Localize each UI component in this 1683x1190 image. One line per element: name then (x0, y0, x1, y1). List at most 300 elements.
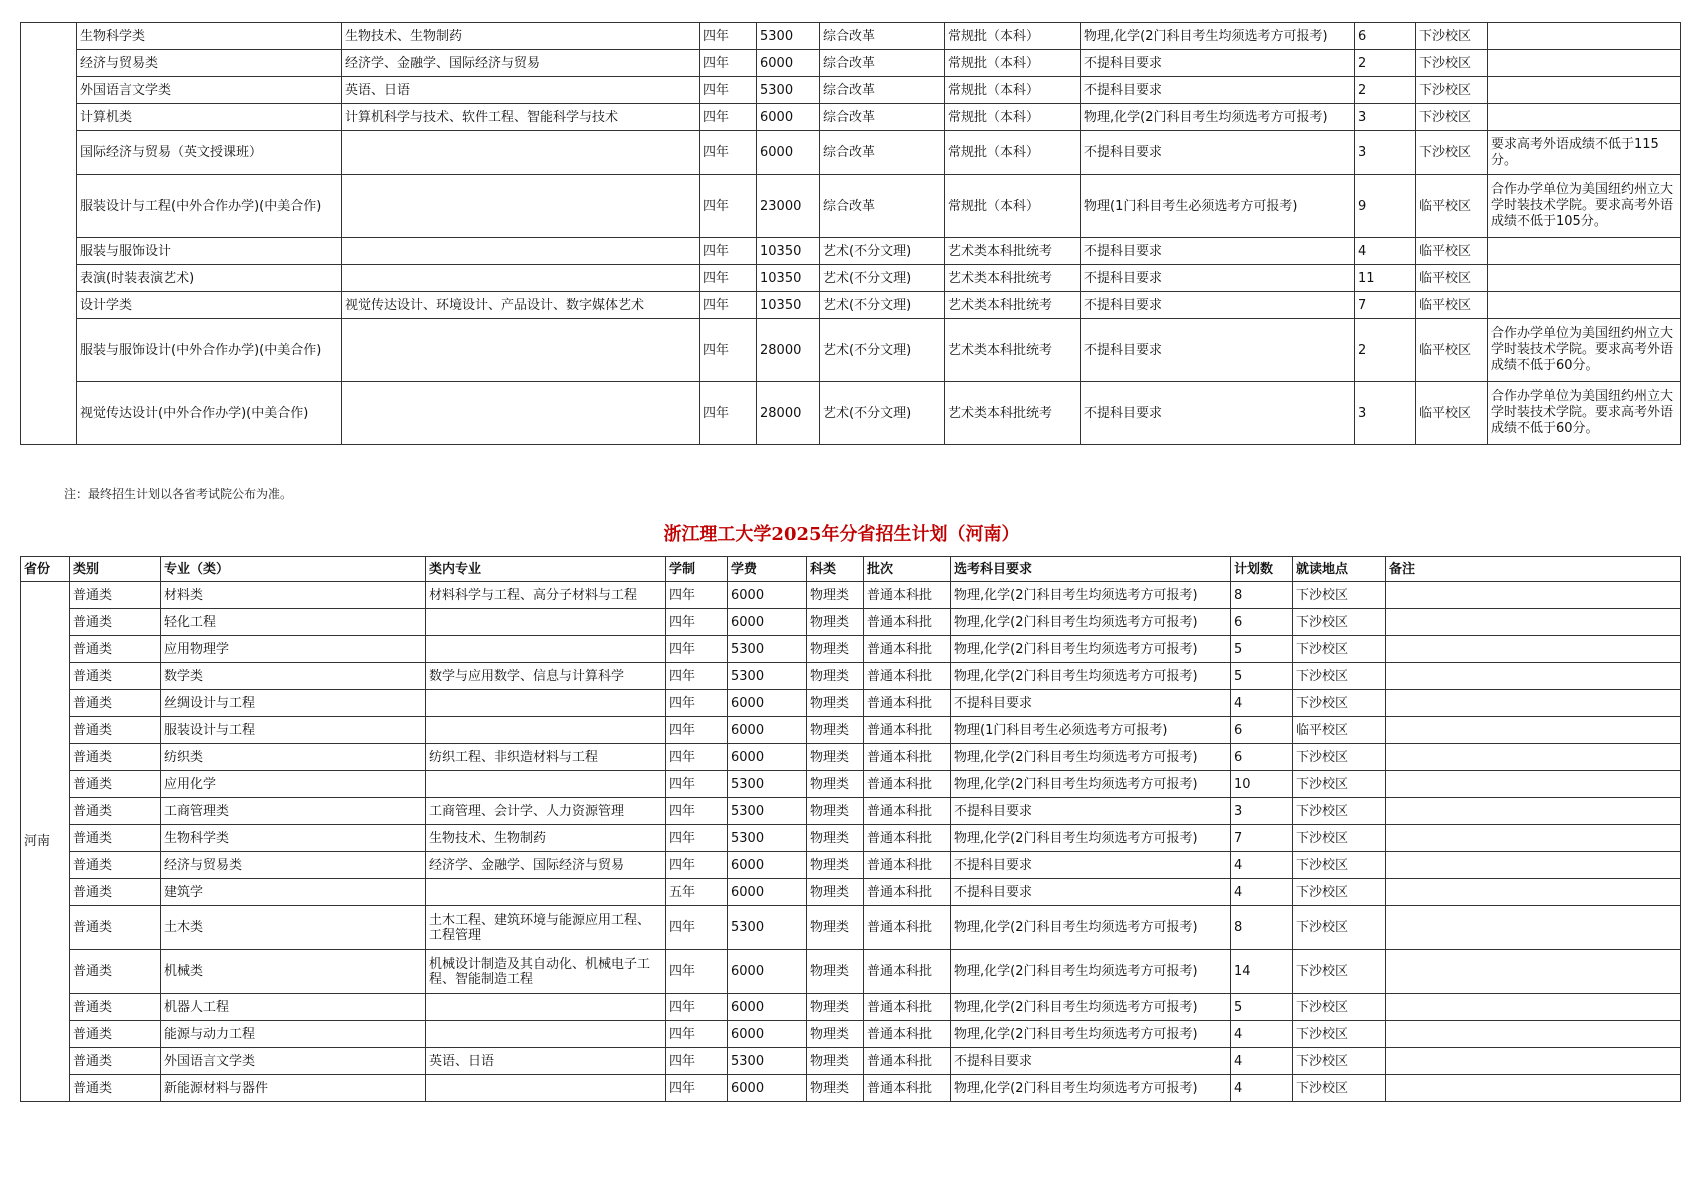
category-cell: 普通类 (70, 636, 161, 663)
header-fee: 学费 (728, 557, 807, 582)
major-cell: 外国语言文学类 (161, 1048, 426, 1075)
batch-cell: 普通本科批 (864, 771, 951, 798)
fee-cell: 6000 (728, 852, 807, 879)
note-cell (1386, 852, 1681, 879)
sub-major-cell (426, 690, 666, 717)
campus-cell: 下沙校区 (1293, 771, 1386, 798)
requirement-cell: 物理,化学(2门科目考生均须选考方可报考) (1081, 104, 1355, 131)
note-cell (1386, 582, 1681, 609)
category-cell: 普通类 (70, 663, 161, 690)
fee-cell: 10350 (757, 292, 820, 319)
batch-cell: 普通本科批 (864, 1075, 951, 1102)
campus-cell: 下沙校区 (1416, 104, 1488, 131)
sub-major-cell (426, 771, 666, 798)
requirement-cell: 物理(1门科目考生必须选考方可报考) (1081, 175, 1355, 238)
batch-cell: 普通本科批 (864, 950, 951, 994)
requirement-cell: 物理,化学(2门科目考生均须选考方可报考) (951, 609, 1231, 636)
major-cell: 视觉传达设计(中外合作办学)(中美合作) (77, 382, 342, 445)
sub-major-cell: 英语、日语 (426, 1048, 666, 1075)
years-cell: 四年 (700, 131, 757, 175)
subject-cell: 物理类 (807, 609, 864, 636)
table-row (21, 238, 1681, 265)
sub-major-cell (426, 636, 666, 663)
fee-cell: 5300 (728, 906, 807, 950)
years-cell: 四年 (700, 175, 757, 238)
subject-cell: 物理类 (807, 690, 864, 717)
category-cell: 普通类 (70, 1021, 161, 1048)
fee-cell: 6000 (757, 131, 820, 175)
campus-cell: 下沙校区 (1293, 636, 1386, 663)
years-cell: 四年 (700, 382, 757, 445)
sub-major-cell: 纺织工程、非织造材料与工程 (426, 744, 666, 771)
enrollment-table-previous (20, 22, 1681, 445)
subject-cell: 物理类 (807, 1075, 864, 1102)
sub-major-cell (342, 131, 700, 175)
fee-cell: 6000 (728, 879, 807, 906)
years-cell: 四年 (700, 77, 757, 104)
campus-cell: 下沙校区 (1293, 609, 1386, 636)
years-cell: 四年 (666, 690, 728, 717)
category-cell: 普通类 (70, 798, 161, 825)
fee-cell: 6000 (728, 717, 807, 744)
batch-cell: 常规批（本科） (945, 131, 1081, 175)
subject-cell: 物理类 (807, 663, 864, 690)
batch-cell: 艺术类本科批统考 (945, 265, 1081, 292)
note-cell (1386, 663, 1681, 690)
major-cell: 生物科学类 (77, 23, 342, 50)
fee-cell: 6000 (728, 950, 807, 994)
campus-cell: 下沙校区 (1416, 23, 1488, 50)
table-row (21, 906, 1681, 950)
campus-cell: 下沙校区 (1293, 744, 1386, 771)
subject-cell: 物理类 (807, 798, 864, 825)
fee-cell: 6000 (757, 50, 820, 77)
campus-cell: 下沙校区 (1293, 825, 1386, 852)
subject-cell: 艺术(不分文理) (820, 382, 945, 445)
fee-cell: 6000 (728, 609, 807, 636)
header-years: 学制 (666, 557, 728, 582)
campus-cell: 临平校区 (1416, 319, 1488, 382)
subject-cell: 综合改革 (820, 131, 945, 175)
note-cell (1386, 798, 1681, 825)
table-row (21, 717, 1681, 744)
sub-major-cell (342, 382, 700, 445)
campus-cell: 临平校区 (1416, 292, 1488, 319)
requirement-cell: 物理(1门科目考生必须选考方可报考) (951, 717, 1231, 744)
note-cell (1488, 23, 1681, 50)
campus-cell: 下沙校区 (1293, 906, 1386, 950)
sub-major-cell: 视觉传达设计、环境设计、产品设计、数字媒体艺术 (342, 292, 700, 319)
sub-major-cell: 经济学、金融学、国际经济与贸易 (426, 852, 666, 879)
major-cell: 外国语言文学类 (77, 77, 342, 104)
sub-major-cell: 土木工程、建筑环境与能源应用工程、工程管理 (426, 906, 666, 950)
section-title: 浙江理工大学2025年分省招生计划（河南） (663, 524, 1020, 545)
years-cell: 四年 (700, 104, 757, 131)
table-row (21, 23, 1681, 50)
years-cell: 四年 (666, 994, 728, 1021)
requirement-cell: 物理,化学(2门科目考生均须选考方可报考) (951, 825, 1231, 852)
category-cell: 普通类 (70, 950, 161, 994)
requirement-cell: 物理,化学(2门科目考生均须选考方可报考) (951, 1075, 1231, 1102)
major-cell: 新能源材料与器件 (161, 1075, 426, 1102)
subject-cell: 艺术(不分文理) (820, 319, 945, 382)
note-cell (1488, 292, 1681, 319)
table-row (21, 50, 1681, 77)
plan-cell: 6 (1231, 744, 1293, 771)
subject-cell: 艺术(不分文理) (820, 238, 945, 265)
table-row (21, 744, 1681, 771)
fee-cell: 6000 (728, 1021, 807, 1048)
requirement-cell: 不提科目要求 (1081, 265, 1355, 292)
campus-cell: 下沙校区 (1293, 994, 1386, 1021)
sub-major-cell: 机械设计制造及其自动化、机械电子工程、智能制造工程 (426, 950, 666, 994)
sub-major-cell (426, 609, 666, 636)
campus-cell: 下沙校区 (1293, 1075, 1386, 1102)
major-cell: 设计学类 (77, 292, 342, 319)
subject-cell: 综合改革 (820, 104, 945, 131)
campus-cell: 下沙校区 (1293, 798, 1386, 825)
plan-cell: 3 (1355, 131, 1416, 175)
campus-cell: 下沙校区 (1293, 690, 1386, 717)
table-row (21, 1021, 1681, 1048)
plan-cell: 4 (1355, 238, 1416, 265)
plan-cell: 3 (1355, 382, 1416, 445)
years-cell: 四年 (666, 798, 728, 825)
years-cell: 四年 (666, 744, 728, 771)
batch-cell: 普通本科批 (864, 1048, 951, 1075)
note-cell (1386, 609, 1681, 636)
fee-cell: 6000 (728, 744, 807, 771)
fee-cell: 6000 (757, 104, 820, 131)
campus-cell: 临平校区 (1416, 175, 1488, 238)
major-cell: 纺织类 (161, 744, 426, 771)
enrollment-table-henan (20, 556, 1681, 1102)
campus-cell: 临平校区 (1416, 382, 1488, 445)
plan-cell: 6 (1231, 609, 1293, 636)
major-cell: 土木类 (161, 906, 426, 950)
major-cell: 轻化工程 (161, 609, 426, 636)
years-cell: 四年 (700, 23, 757, 50)
plan-cell: 5 (1231, 636, 1293, 663)
batch-cell: 普通本科批 (864, 1021, 951, 1048)
campus-cell: 下沙校区 (1293, 1021, 1386, 1048)
requirement-cell: 物理,化学(2门科目考生均须选考方可报考) (951, 950, 1231, 994)
header-province: 省份 (21, 557, 70, 582)
table-row (21, 175, 1681, 238)
plan-cell: 10 (1231, 771, 1293, 798)
sub-major-cell: 工商管理、会计学、人力资源管理 (426, 798, 666, 825)
plan-cell: 6 (1355, 23, 1416, 50)
table-row (21, 852, 1681, 879)
major-cell: 机器人工程 (161, 994, 426, 1021)
years-cell: 四年 (666, 771, 728, 798)
major-cell: 服装与服饰设计(中外合作办学)(中美合作) (77, 319, 342, 382)
header-major: 专业（类） (161, 557, 426, 582)
plan-cell: 4 (1231, 879, 1293, 906)
note-cell (1386, 636, 1681, 663)
footnote: 注：最终招生计划以各省考试院公布为准。 (64, 487, 293, 501)
major-cell: 表演(时装表演艺术) (77, 265, 342, 292)
fee-cell: 5300 (728, 825, 807, 852)
sub-major-cell (342, 238, 700, 265)
batch-cell: 普通本科批 (864, 663, 951, 690)
major-cell: 服装与服饰设计 (77, 238, 342, 265)
note-cell (1488, 238, 1681, 265)
requirement-cell: 不提科目要求 (1081, 131, 1355, 175)
major-cell: 经济与贸易类 (161, 852, 426, 879)
subject-cell: 物理类 (807, 1048, 864, 1075)
years-cell: 四年 (666, 950, 728, 994)
subject-cell: 物理类 (807, 1021, 864, 1048)
major-cell: 丝绸设计与工程 (161, 690, 426, 717)
campus-cell: 下沙校区 (1293, 582, 1386, 609)
sub-major-cell (342, 175, 700, 238)
subject-cell: 物理类 (807, 950, 864, 994)
requirement-cell: 不提科目要求 (1081, 292, 1355, 319)
requirement-cell: 物理,化学(2门科目考生均须选考方可报考) (951, 994, 1231, 1021)
plan-cell: 3 (1231, 798, 1293, 825)
note-cell (1386, 1021, 1681, 1048)
campus-cell: 下沙校区 (1293, 879, 1386, 906)
requirement-cell: 不提科目要求 (1081, 319, 1355, 382)
plan-cell: 7 (1231, 825, 1293, 852)
major-cell: 工商管理类 (161, 798, 426, 825)
years-cell: 四年 (700, 292, 757, 319)
batch-cell: 艺术类本科批统考 (945, 382, 1081, 445)
table-row (21, 319, 1681, 382)
plan-cell: 4 (1231, 852, 1293, 879)
table-row (21, 690, 1681, 717)
table-row (21, 636, 1681, 663)
plan-cell: 2 (1355, 319, 1416, 382)
fee-cell: 5300 (757, 77, 820, 104)
plan-cell: 8 (1231, 906, 1293, 950)
plan-cell: 2 (1355, 77, 1416, 104)
requirement-cell: 物理,化学(2门科目考生均须选考方可报考) (951, 906, 1231, 950)
category-cell: 普通类 (70, 825, 161, 852)
years-cell: 四年 (666, 1075, 728, 1102)
campus-cell: 下沙校区 (1293, 1048, 1386, 1075)
requirement-cell: 物理,化学(2门科目考生均须选考方可报考) (951, 636, 1231, 663)
years-cell: 四年 (666, 1048, 728, 1075)
sub-major-cell: 材料科学与工程、高分子材料与工程 (426, 582, 666, 609)
sub-major-cell (342, 265, 700, 292)
subject-cell: 物理类 (807, 994, 864, 1021)
sub-major-cell (426, 1075, 666, 1102)
fee-cell: 28000 (757, 319, 820, 382)
header-requirement: 选考科目要求 (951, 557, 1231, 582)
table-row (21, 265, 1681, 292)
note-cell: 要求高考外语成绩不低于115分。 (1488, 131, 1681, 175)
fee-cell: 28000 (757, 382, 820, 445)
requirement-cell: 物理,化学(2门科目考生均须选考方可报考) (1081, 23, 1355, 50)
batch-cell: 普通本科批 (864, 825, 951, 852)
batch-cell: 普通本科批 (864, 906, 951, 950)
note-cell (1386, 825, 1681, 852)
header-plan: 计划数 (1231, 557, 1293, 582)
years-cell: 四年 (700, 319, 757, 382)
fee-cell: 6000 (728, 582, 807, 609)
plan-cell: 3 (1355, 104, 1416, 131)
batch-cell: 普通本科批 (864, 690, 951, 717)
note-cell (1386, 950, 1681, 994)
years-cell: 四年 (666, 1021, 728, 1048)
table-row (21, 382, 1681, 445)
major-cell: 生物科学类 (161, 825, 426, 852)
category-cell: 普通类 (70, 1075, 161, 1102)
major-cell: 计算机类 (77, 104, 342, 131)
requirement-cell: 不提科目要求 (951, 1048, 1231, 1075)
header-subject: 科类 (807, 557, 864, 582)
requirement-cell: 物理,化学(2门科目考生均须选考方可报考) (951, 663, 1231, 690)
fee-cell: 5300 (757, 23, 820, 50)
note-cell (1386, 744, 1681, 771)
fee-cell: 5300 (728, 1048, 807, 1075)
years-cell: 四年 (666, 717, 728, 744)
sub-major-cell (426, 717, 666, 744)
campus-cell: 下沙校区 (1416, 131, 1488, 175)
batch-cell: 普通本科批 (864, 717, 951, 744)
major-cell: 应用化学 (161, 771, 426, 798)
sub-major-cell (342, 319, 700, 382)
batch-cell: 普通本科批 (864, 744, 951, 771)
subject-cell: 综合改革 (820, 50, 945, 77)
years-cell: 四年 (666, 636, 728, 663)
category-cell: 普通类 (70, 1048, 161, 1075)
note-cell (1488, 77, 1681, 104)
fee-cell: 10350 (757, 265, 820, 292)
batch-cell: 普通本科批 (864, 582, 951, 609)
note-cell (1386, 906, 1681, 950)
fee-cell: 23000 (757, 175, 820, 238)
category-cell: 普通类 (70, 994, 161, 1021)
note-cell (1386, 1075, 1681, 1102)
batch-cell: 普通本科批 (864, 798, 951, 825)
category-cell: 普通类 (70, 744, 161, 771)
batch-cell: 常规批（本科） (945, 77, 1081, 104)
major-cell: 建筑学 (161, 879, 426, 906)
note-cell: 合作办学单位为美国纽约州立大学时装技术学院。要求高考外语成绩不低于105分。 (1488, 175, 1681, 238)
years-cell: 四年 (666, 852, 728, 879)
subject-cell: 物理类 (807, 717, 864, 744)
plan-cell: 9 (1355, 175, 1416, 238)
category-cell: 普通类 (70, 906, 161, 950)
years-cell: 四年 (666, 609, 728, 636)
table-row (21, 582, 1681, 609)
major-cell: 应用物理学 (161, 636, 426, 663)
note-cell (1386, 690, 1681, 717)
requirement-cell: 不提科目要求 (1081, 238, 1355, 265)
sub-major-cell: 经济学、金融学、国际经济与贸易 (342, 50, 700, 77)
batch-cell: 普通本科批 (864, 609, 951, 636)
plan-cell: 4 (1231, 690, 1293, 717)
header-category: 类别 (70, 557, 161, 582)
note-cell: 合作办学单位为美国纽约州立大学时装技术学院。要求高考外语成绩不低于60分。 (1488, 382, 1681, 445)
requirement-cell: 不提科目要求 (951, 879, 1231, 906)
note-cell (1488, 50, 1681, 77)
plan-cell: 8 (1231, 582, 1293, 609)
plan-cell: 7 (1355, 292, 1416, 319)
category-cell: 普通类 (70, 609, 161, 636)
note-cell (1386, 879, 1681, 906)
note-cell: 合作办学单位为美国纽约州立大学时装技术学院。要求高考外语成绩不低于60分。 (1488, 319, 1681, 382)
plan-cell: 6 (1231, 717, 1293, 744)
sub-major-cell: 数学与应用数学、信息与计算科学 (426, 663, 666, 690)
requirement-cell: 物理,化学(2门科目考生均须选考方可报考) (951, 1021, 1231, 1048)
fee-cell: 10350 (757, 238, 820, 265)
batch-cell: 常规批（本科） (945, 23, 1081, 50)
table-row (21, 77, 1681, 104)
header-batch: 批次 (864, 557, 951, 582)
table-row (21, 994, 1681, 1021)
batch-cell: 普通本科批 (864, 879, 951, 906)
fee-cell: 5300 (728, 663, 807, 690)
subject-cell: 物理类 (807, 879, 864, 906)
major-cell: 经济与贸易类 (77, 50, 342, 77)
batch-cell: 普通本科批 (864, 994, 951, 1021)
table-row (21, 609, 1681, 636)
subject-cell: 物理类 (807, 852, 864, 879)
requirement-cell: 物理,化学(2门科目考生均须选考方可报考) (951, 771, 1231, 798)
requirement-cell: 不提科目要求 (951, 852, 1231, 879)
note-cell (1488, 104, 1681, 131)
campus-cell: 下沙校区 (1293, 852, 1386, 879)
batch-cell: 艺术类本科批统考 (945, 319, 1081, 382)
major-cell: 数学类 (161, 663, 426, 690)
years-cell: 四年 (666, 825, 728, 852)
sub-major-cell: 生物技术、生物制药 (342, 23, 700, 50)
plan-cell: 11 (1355, 265, 1416, 292)
table-row (21, 292, 1681, 319)
batch-cell: 艺术类本科批统考 (945, 238, 1081, 265)
batch-cell: 普通本科批 (864, 852, 951, 879)
fee-cell: 5300 (728, 636, 807, 663)
batch-cell: 普通本科批 (864, 636, 951, 663)
subject-cell: 综合改革 (820, 23, 945, 50)
plan-cell: 2 (1355, 50, 1416, 77)
table-row (21, 879, 1681, 906)
table-row (21, 131, 1681, 175)
plan-cell: 5 (1231, 994, 1293, 1021)
sub-major-cell: 计算机科学与技术、软件工程、智能科学与技术 (342, 104, 700, 131)
sub-major-cell: 英语、日语 (342, 77, 700, 104)
fee-cell: 6000 (728, 1075, 807, 1102)
years-cell: 五年 (666, 879, 728, 906)
sub-major-cell (426, 994, 666, 1021)
header-row (21, 557, 1681, 582)
plan-cell: 4 (1231, 1075, 1293, 1102)
table-row (21, 104, 1681, 131)
years-cell: 四年 (666, 582, 728, 609)
note-cell (1488, 265, 1681, 292)
sub-major-cell (426, 1021, 666, 1048)
table-row (21, 798, 1681, 825)
campus-cell: 临平校区 (1293, 717, 1386, 744)
header-campus: 就读地点 (1293, 557, 1386, 582)
category-cell: 普通类 (70, 717, 161, 744)
table-row (21, 950, 1681, 994)
subject-cell: 艺术(不分文理) (820, 292, 945, 319)
major-cell: 能源与动力工程 (161, 1021, 426, 1048)
category-cell: 普通类 (70, 582, 161, 609)
table-row (21, 1048, 1681, 1075)
subject-cell: 物理类 (807, 771, 864, 798)
fee-cell: 6000 (728, 994, 807, 1021)
table-row (21, 663, 1681, 690)
years-cell: 四年 (700, 238, 757, 265)
note-cell (1386, 1048, 1681, 1075)
note-cell (1386, 717, 1681, 744)
